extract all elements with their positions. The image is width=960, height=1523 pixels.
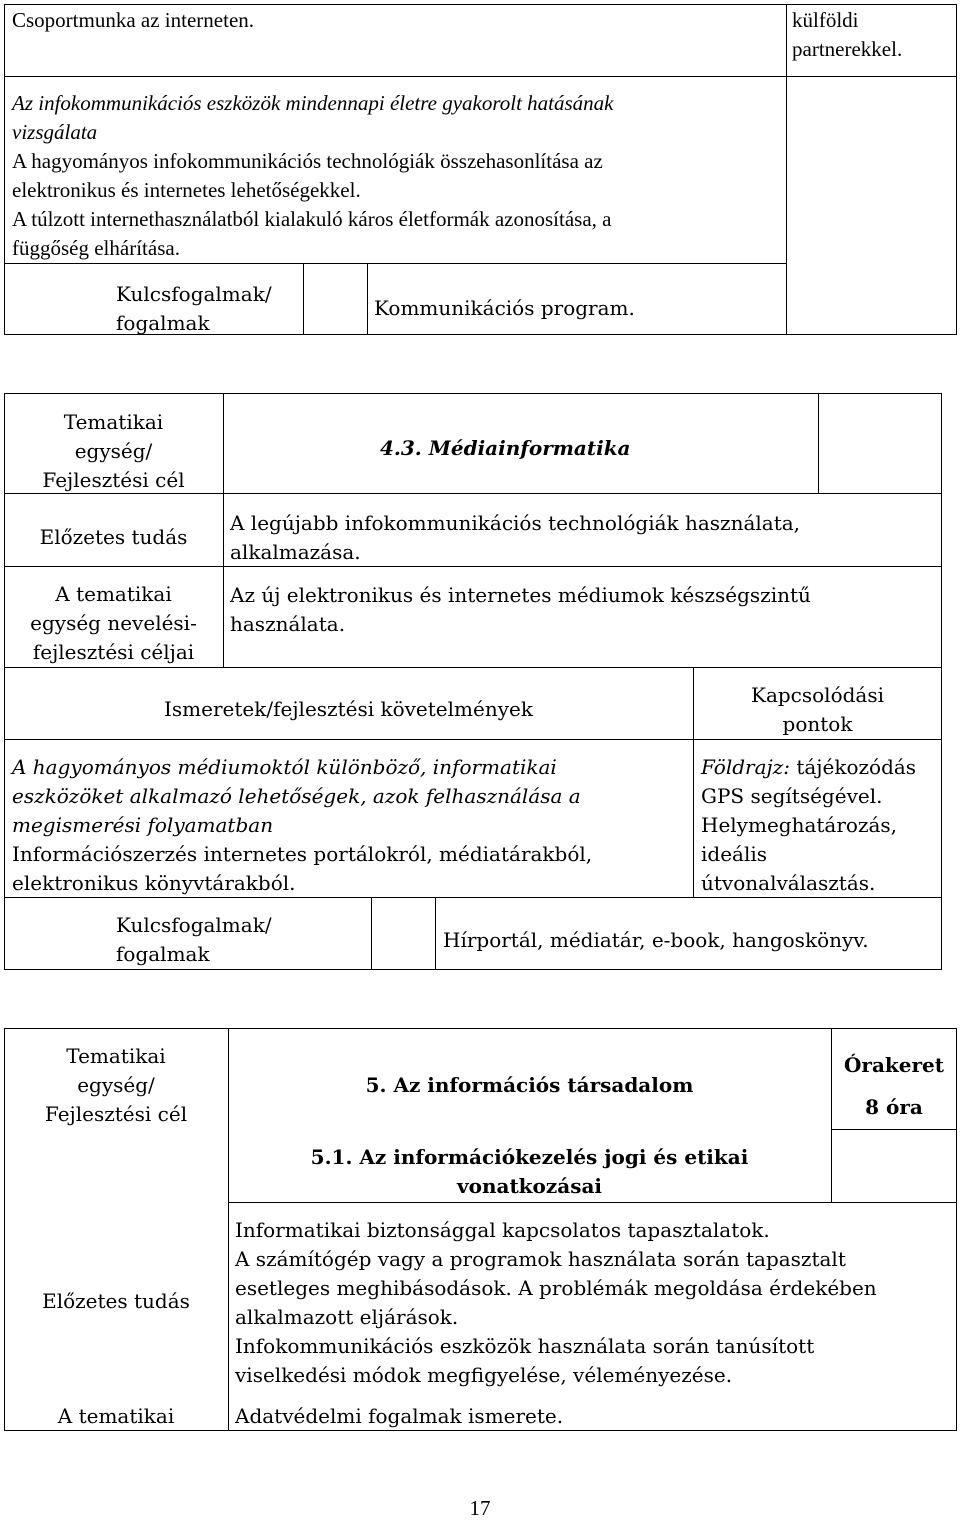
- orakeret-value: 8 óra: [865, 1095, 923, 1119]
- text-line: Fejlesztési cél: [42, 468, 185, 492]
- subject-rest: tájékozódás: [789, 755, 917, 779]
- nevelesi-celjai-text: [230, 581, 811, 639]
- text-line: ideális: [701, 842, 768, 866]
- text-line: Tematikai: [63, 410, 164, 434]
- divider: [786, 4, 787, 335]
- text-line: útvonalválasztás.: [701, 871, 876, 895]
- kulcsfogalmak-label: [116, 280, 272, 338]
- elozetes-tudas-text: [230, 509, 800, 567]
- text-line: A számítógép vagy a programok használata során tapasztalt: [235, 1247, 846, 1271]
- label-tematikai-egyseg: [4, 408, 223, 495]
- label-elozetes-tudas: Előzetes tudás: [42, 1289, 190, 1313]
- text-line: Az infokommunikációs eszközök mindennapi életre gyakorolt hatásának: [12, 91, 614, 115]
- unit-title: 5. Az információs társadalom: [365, 1073, 694, 1097]
- text-line: Kulcsfogalmak/: [116, 282, 272, 306]
- kulcsfogalmak-value: Hírportál, médiatár, e-book, hangoskönyv.: [443, 928, 869, 952]
- text-line: elektronikus könyvtárakból.: [12, 871, 296, 895]
- divider: [435, 897, 436, 970]
- text-line: használata.: [230, 612, 346, 636]
- text-line: Információszerzés internetes portálokról, médiatárakból,: [12, 842, 593, 866]
- text-line: A hagyományos médiumoktól különböző, informatikai: [12, 755, 557, 779]
- development-text: [12, 89, 614, 263]
- divider: [4, 263, 787, 264]
- divider: [371, 897, 372, 970]
- text-line: megismerési folyamatban: [12, 813, 274, 837]
- text-line: Infokommunikációs eszközök használata során tanúsított: [235, 1334, 815, 1358]
- text-line: esetleges meghibásodások. A problémák megoldása érdekében: [235, 1276, 877, 1300]
- text-line: Tematikai: [66, 1044, 166, 1068]
- divider: [303, 263, 304, 335]
- unit-title: 4.3. Médiainformatika: [380, 436, 631, 460]
- text-line: Fejlesztési cél: [44, 1102, 188, 1126]
- text-line: vizsgálata: [12, 120, 98, 144]
- text-line: egység nevelési-: [30, 611, 197, 635]
- page-number: 17: [469, 1496, 491, 1520]
- divider: [818, 393, 819, 493]
- kapcsolodasi-header: [693, 681, 942, 739]
- text-line: Az új elektronikus és internetes médiumok készségszintű: [230, 583, 811, 607]
- text-line: külföldi: [792, 8, 859, 32]
- text-line: A legújabb infokommunikációs technológiák használata,: [230, 511, 801, 535]
- divider: [4, 667, 942, 668]
- kapcsolodasi-text: [701, 753, 916, 898]
- top-left-cell: Csoportmunka az interneten.: [12, 8, 255, 32]
- text-line: egység/: [77, 1073, 155, 1097]
- label-tematikai-egyseg: [4, 1042, 228, 1129]
- text-line: [701, 753, 916, 782]
- label-nevelesi-celjai: [4, 580, 223, 667]
- divider: [223, 393, 224, 667]
- text-line: A tematikai: [55, 582, 172, 606]
- label-elozetes-tudas: Előzetes tudás: [39, 525, 188, 549]
- adatvedelmi-text: Adatvédelmi fogalmak ismerete.: [235, 1404, 564, 1428]
- text-line: A túlzott internethasználatból kialakuló káros életformák azonosítása, a: [12, 207, 612, 231]
- text-line: fejlesztési céljai: [32, 640, 195, 664]
- text-line: GPS segítségével.: [701, 784, 883, 808]
- text-line: függőség elhárítása.: [12, 236, 180, 260]
- divider: [4, 76, 957, 77]
- text-line: viselkedési módok megfigyelése, véleményezése.: [235, 1363, 733, 1387]
- text-line: A hagyományos infokommunikációs technológiák összehasonlítása az: [12, 149, 603, 173]
- text-line: alkalmazott eljárások.: [235, 1305, 459, 1329]
- divider: [228, 1202, 957, 1203]
- kulcsfogalmak-label: [116, 911, 272, 969]
- orakeret-label: Órakeret: [844, 1053, 944, 1077]
- text-line: Helymeghatározás,: [701, 813, 898, 837]
- text-line: elektronikus és internetes lehetőségekkel.: [12, 178, 361, 202]
- text-line: egység/: [74, 439, 153, 463]
- kulcsfogalmak-value: Kommunikációs program.: [374, 296, 635, 320]
- label-tematikai: A tematikai: [57, 1404, 175, 1428]
- top-right-cell: [792, 6, 902, 64]
- unit-subtitle: [228, 1143, 831, 1201]
- text-line: fogalmak: [116, 311, 210, 335]
- text-line: eszközöket alkalmazó lehetőségek, azok felhasználása a: [12, 784, 581, 808]
- ismeretek-text: [12, 753, 592, 898]
- divider: [4, 739, 942, 740]
- text-line: Kulcsfogalmak/: [116, 913, 272, 937]
- text-line: pontok: [782, 712, 853, 736]
- elozetes-tudas-text: [235, 1216, 877, 1390]
- divider: [367, 263, 368, 335]
- text-line: vonatkozásai: [456, 1174, 603, 1198]
- ismeretek-header: Ismeretek/fejlesztési követelmények: [164, 697, 533, 721]
- text-line: 5.1. Az információkezelés jogi és etikai: [310, 1145, 749, 1169]
- text-line: Kapcsolódási: [751, 683, 884, 707]
- text-line: Informatikai biztonsággal kapcsolatos tapasztalatok.: [235, 1218, 770, 1242]
- subject-name: Földrajz:: [701, 755, 790, 779]
- text-line: fogalmak: [116, 942, 210, 966]
- text-line: partnerekkel.: [792, 37, 903, 61]
- divider: [831, 1129, 957, 1130]
- text-line: alkalmazása.: [230, 540, 361, 564]
